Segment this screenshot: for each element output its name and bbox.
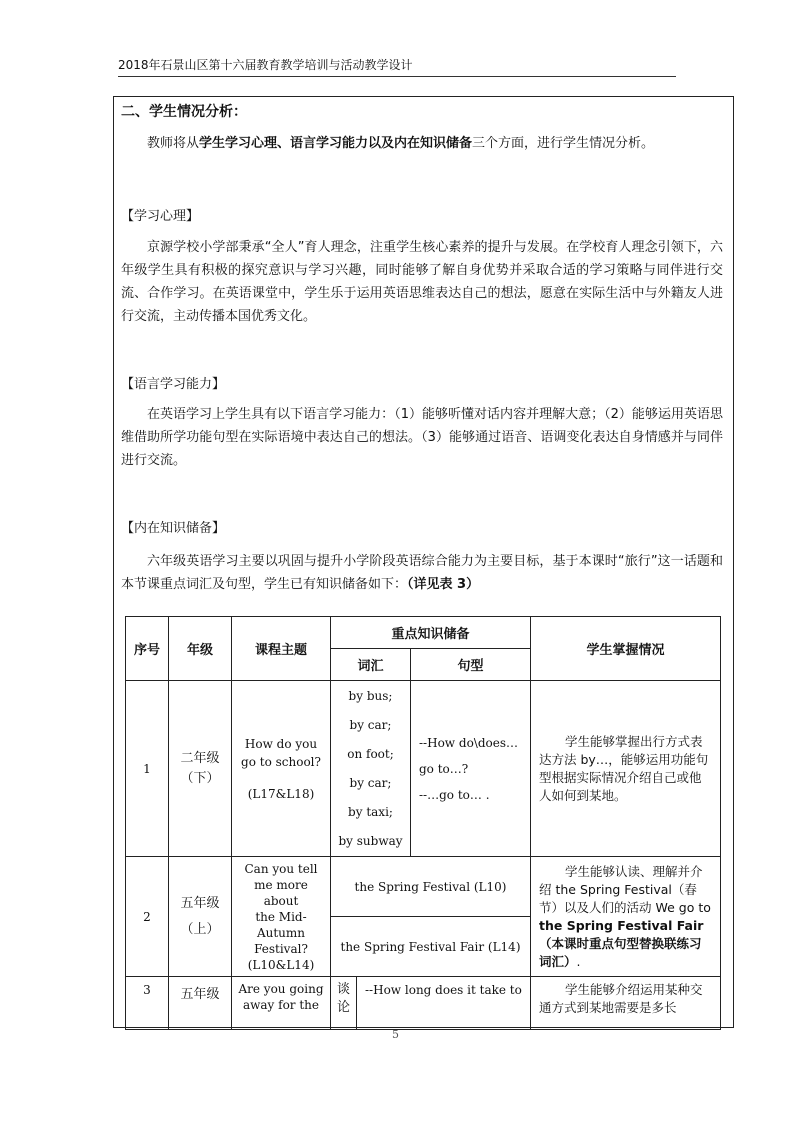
vocab-word: by car; — [349, 717, 392, 732]
row3-grade: 五年级 — [169, 977, 232, 1030]
row3-knowledge — [331, 977, 531, 1030]
row1-topic-line3: (L17&L18) — [247, 786, 315, 801]
intro-post: 三个方面，进行学生情况分析。 — [472, 136, 655, 151]
knowledge-ref: （详见表 3） — [407, 577, 480, 592]
row1-grade-line1: 二年级 — [180, 750, 220, 766]
header-key-knowledge: 重点知识储备 — [331, 617, 531, 649]
knowledge-paragraph — [121, 550, 723, 596]
row2-mastery-pre: 学生能够认读、理解并介绍 the Spring Festival（春节）以及人们的活动 We go to — [539, 863, 711, 915]
row1-vocab — [331, 681, 411, 857]
row2-no: 2 — [126, 857, 169, 977]
table-row — [126, 857, 721, 917]
row1-mastery — [531, 681, 721, 857]
row2-topic-line: the Mid- — [255, 909, 307, 924]
table-row — [126, 681, 721, 857]
row3-vocab-char: 论 — [336, 1000, 350, 1015]
row1-mastery-text: 学生能够掌握出行方式表达方法 by…，能够运用功能句型根据实际情况介绍自己或他人如何到某地。 — [539, 733, 709, 803]
row2-item1: the Spring Festival (L10) — [331, 857, 531, 917]
table-row — [126, 977, 721, 1030]
row3-topic — [232, 977, 331, 1030]
header-pattern: 句型 — [411, 649, 531, 681]
section-title: 二、学生情况分析： — [121, 104, 247, 120]
pattern-line: --How do\does… — [419, 735, 518, 750]
row1-topic — [232, 681, 331, 857]
header-mastery: 学生掌握情况 — [531, 617, 721, 681]
ability-heading: 【语言学习能力】 — [121, 377, 226, 392]
row2-topic — [232, 857, 331, 977]
pattern-line: go to…? — [419, 761, 469, 776]
page-header: 2018年石景山区第十六届教育教学培训与活动教学设计 — [118, 58, 413, 72]
knowledge-table — [125, 616, 721, 1030]
row3-vocab-char: 谈 — [336, 982, 350, 997]
row2-grade-line1: 五年级 — [180, 895, 220, 911]
vocab-word: by car; — [349, 775, 392, 790]
row3-mastery — [531, 977, 721, 1030]
row3-vocab — [331, 977, 357, 1029]
vocab-word: by bus; — [348, 688, 393, 703]
row2-mastery — [531, 857, 721, 977]
page-number: 5 — [392, 1028, 399, 1041]
row2-grade — [169, 857, 232, 977]
row2-topic-line: Festival? — [254, 941, 308, 956]
row1-grade-line2: （下） — [180, 770, 220, 786]
row1-topic-line1: How do you — [244, 736, 318, 751]
intro-paragraph — [121, 132, 723, 155]
vocab-word: on foot; — [347, 746, 394, 761]
row2-topic-line: (L10&L14) — [247, 957, 315, 972]
row1-patterns — [411, 681, 531, 857]
row3-topic-line: away for the — [242, 998, 320, 1012]
intro-pre: 教师将从 — [147, 136, 200, 151]
row3-mastery-text: 学生能够介绍运用某种交通方式到某地需要是多长 — [539, 982, 703, 1015]
vocab-word: by taxi; — [348, 804, 393, 819]
header-grade: 年级 — [169, 617, 232, 681]
header-no: 序号 — [126, 617, 169, 681]
row2-mastery-bold1: the Spring Festival Fair — [539, 917, 704, 933]
row2-topic-line: me more about — [254, 877, 308, 908]
psych-heading: 【学习心理】 — [121, 209, 200, 224]
row2-mastery-end: . — [576, 953, 581, 969]
pattern-line: --…go to… . — [419, 787, 490, 802]
ability-paragraph: 在英语学习上学生具有以下语言学习能力：（1）能够听懂对话内容并理解大意；（2）能够运用英语思维借助所学功能句型在实际语境中表达自己的想法。（3）能够通过语音、语调变化表达自身情感并与同伴进行交流。 — [121, 407, 723, 468]
row3-topic-line: Are you going — [238, 982, 324, 996]
header-topic: 课程主题 — [232, 617, 331, 681]
row2-topic-line: Autumn — [256, 925, 306, 940]
row1-no: 1 — [126, 681, 169, 857]
row2-grade-line2: （上） — [180, 921, 220, 937]
row2-mastery-bold2: （本课时重点句型替换联练习词汇） — [539, 935, 702, 969]
psych-paragraph: 京源学校小学部秉承“全人”育人理念，注重学生核心素养的提升与发展。在学校育人理念引领下，六年级学生具有积极的探究意识与学习兴趣，同时能够了解自身优势并采取合适的学习策略与同伴进行交流、合作学习。在英语课堂中，学生乐于运用英语思维表达自己的想法，愿意在实际生活中与外籍友人进行交流，主动传播本国优秀文化。 — [121, 240, 723, 324]
vocab-word: by subway — [338, 833, 403, 848]
row2-topic-line: Can you tell — [244, 861, 318, 876]
intro-bold: 学生学习心理、语言学习能力以及内在知识储备 — [199, 136, 473, 151]
header-vocab: 词汇 — [331, 649, 411, 681]
row1-topic-line2: go to school? — [241, 754, 321, 769]
row3-no: 3 — [126, 977, 169, 1030]
knowledge-text: 六年级英语学习主要以巩固与提升小学阶段英语综合能力为主要目标，基于本课时“旅行”这一话题和本节课重点词汇及句型，学生已有知识储备如下： — [121, 554, 723, 592]
row3-pattern: --How long does it take to — [365, 983, 522, 997]
row2-item2: the Spring Festival Fair (L14) — [331, 917, 531, 977]
row1-grade — [169, 681, 232, 857]
header-rule — [118, 76, 676, 77]
knowledge-heading: 【内在知识储备】 — [121, 521, 226, 536]
